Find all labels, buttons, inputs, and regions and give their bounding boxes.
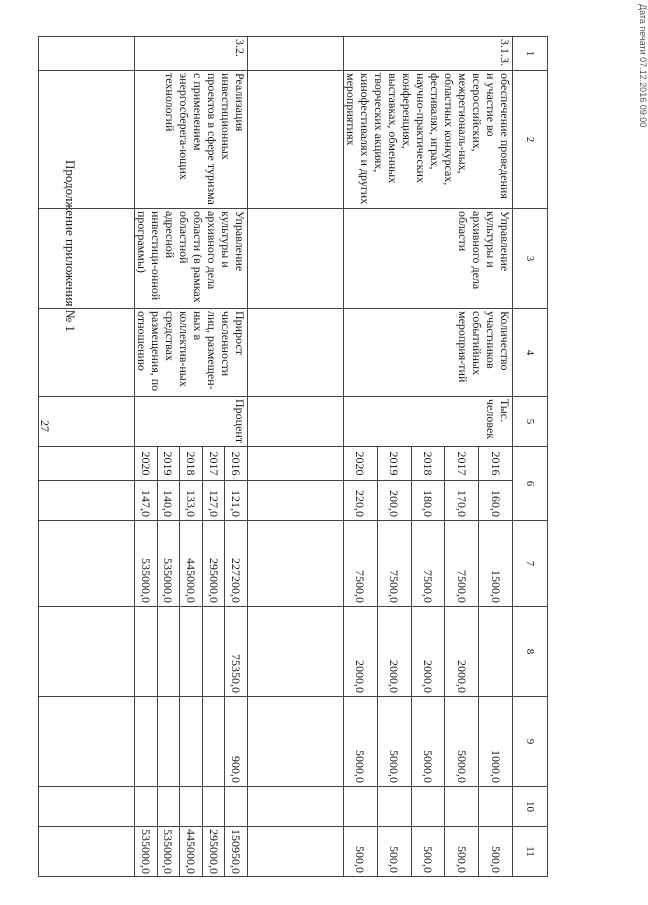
empty-cell xyxy=(39,697,135,787)
empty-cell xyxy=(39,209,135,309)
col-header: 9 xyxy=(513,697,548,787)
col-header: 2 xyxy=(513,71,548,209)
value-col6: 200,0 xyxy=(377,481,411,521)
value-col10 xyxy=(225,787,248,827)
table-row xyxy=(225,37,248,877)
indicator: Прирост численности лиц, размещен-ных в коллектив-ных средствах размещения, по отношению xyxy=(135,309,248,397)
value-col11: 500,0 xyxy=(377,827,411,877)
value-col10 xyxy=(344,787,378,827)
value-col8 xyxy=(180,607,203,697)
value-col9: 900,0 xyxy=(225,697,248,787)
event-description: обеспечение проведения и участие во всероссийских, межрегиональ-ных, областных конкурсах, фестивалях, играх, научно-практических конференциях, выставках, обменных творческих акциях, кинофестивалях и других мероприятиях xyxy=(344,71,513,209)
executor: Управление культуры и архивного дела области xyxy=(344,209,513,309)
program-table xyxy=(38,36,548,877)
value-col6: 180,0 xyxy=(411,481,445,521)
value-col11: 150950,0 xyxy=(225,827,248,877)
value-col6: 160,0 xyxy=(479,481,513,521)
empty-cell xyxy=(248,447,344,481)
value-col11: 445000,0 xyxy=(180,827,203,877)
row-code: 3.1.3. xyxy=(344,37,513,71)
value-col9: 1000,0 xyxy=(479,697,513,787)
col-header: 4 xyxy=(513,309,548,397)
empty-cell xyxy=(39,787,135,827)
value-col8 xyxy=(135,607,158,697)
value-col11: 535000,0 xyxy=(157,827,180,877)
unit: Тыс. человек xyxy=(344,397,513,447)
empty-cell xyxy=(39,37,135,71)
value-col11: 500,0 xyxy=(411,827,445,877)
empty-cell xyxy=(248,607,344,697)
year-cell: 2017 xyxy=(202,447,225,481)
value-col10 xyxy=(377,787,411,827)
value-col10 xyxy=(180,787,203,827)
col-header: 10 xyxy=(513,787,548,827)
empty-cell xyxy=(248,521,344,607)
empty-cell xyxy=(39,309,135,397)
value-col11: 500,0 xyxy=(479,827,513,877)
empty-cell xyxy=(39,71,135,209)
value-col8 xyxy=(157,607,180,697)
value-col11: 295000,0 xyxy=(202,827,225,877)
unit: Процент xyxy=(135,397,248,447)
table-row xyxy=(479,37,513,877)
value-col7: 7500,0 xyxy=(411,521,445,607)
col-header: 1 xyxy=(513,37,548,71)
value-col7: 535000,0 xyxy=(135,521,158,607)
year-cell: 2016 xyxy=(225,447,248,481)
value-col8: 75350,0 xyxy=(225,607,248,697)
value-col10 xyxy=(479,787,513,827)
value-col7: 535000,0 xyxy=(157,521,180,607)
print-date-stamp: Дата печати 07.12.2016 09:00 xyxy=(638,4,648,128)
value-col8 xyxy=(202,607,225,697)
empty-cell xyxy=(248,697,344,787)
value-col9 xyxy=(180,697,203,787)
value-col7: 295000,0 xyxy=(202,521,225,607)
col-header: 8 xyxy=(513,607,548,697)
year-cell: 2019 xyxy=(157,447,180,481)
col-header: 3 xyxy=(513,209,548,309)
value-col8: 2000,0 xyxy=(411,607,445,697)
row-code: 3.2. xyxy=(135,37,248,71)
indicator: Количество участников событийных мероприя-тий xyxy=(344,309,513,397)
row-spacer xyxy=(248,37,344,877)
empty-cell xyxy=(39,827,135,877)
empty-cell xyxy=(248,787,344,827)
row-spacer xyxy=(39,37,135,877)
value-col6: 121,0 xyxy=(225,481,248,521)
value-col7: 7500,0 xyxy=(377,521,411,607)
year-cell: 2020 xyxy=(344,447,378,481)
value-col7: 1500,0 xyxy=(479,521,513,607)
empty-cell xyxy=(39,521,135,607)
year-cell: 2016 xyxy=(479,447,513,481)
value-col9 xyxy=(202,697,225,787)
column-number-header xyxy=(513,37,548,877)
value-col8: 2000,0 xyxy=(377,607,411,697)
value-col9: 5000,0 xyxy=(411,697,445,787)
value-col6: 133,0 xyxy=(180,481,203,521)
empty-cell xyxy=(248,209,344,309)
continuation-title: Продолжение приложения № 1 xyxy=(63,160,78,332)
value-col11: 500,0 xyxy=(445,827,479,877)
year-cell: 2019 xyxy=(377,447,411,481)
year-cell: 2017 xyxy=(445,447,479,481)
value-col6: 170,0 xyxy=(445,481,479,521)
year-cell: 2018 xyxy=(180,447,203,481)
value-col10 xyxy=(411,787,445,827)
year-cell: 2018 xyxy=(411,447,445,481)
value-col10 xyxy=(445,787,479,827)
value-col11: 500,0 xyxy=(344,827,378,877)
col-header: 6 xyxy=(513,447,548,521)
col-header: 11 xyxy=(513,827,548,877)
value-col10 xyxy=(202,787,225,827)
value-col11: 535000,0 xyxy=(135,827,158,877)
value-col8: 2000,0 xyxy=(445,607,479,697)
empty-cell xyxy=(248,309,344,397)
event-description: Реализация инвестиционных проектов в сфере туризма с применением энергосберега-ющих технологий xyxy=(135,71,248,209)
value-col7: 445000,0 xyxy=(180,521,203,607)
value-col10 xyxy=(157,787,180,827)
value-col7: 7500,0 xyxy=(344,521,378,607)
page-number: 27 xyxy=(38,420,52,432)
empty-cell xyxy=(39,397,135,447)
col-header: 5 xyxy=(513,397,548,447)
year-cell: 2020 xyxy=(135,447,158,481)
value-col9: 5000,0 xyxy=(445,697,479,787)
empty-cell xyxy=(248,397,344,447)
empty-cell xyxy=(39,607,135,697)
value-col6: 220,0 xyxy=(344,481,378,521)
value-col6: 147,0 xyxy=(135,481,158,521)
value-col9 xyxy=(157,697,180,787)
value-col7: 227200,0 xyxy=(225,521,248,607)
empty-cell xyxy=(248,827,344,877)
value-col10 xyxy=(135,787,158,827)
value-col8 xyxy=(479,607,513,697)
executor: Управление культуры и архивного дела области (в рамках областной адресной инвестици-онной программы) xyxy=(135,209,248,309)
value-col6: 140,0 xyxy=(157,481,180,521)
empty-cell xyxy=(248,481,344,521)
value-col9 xyxy=(135,697,158,787)
value-col7: 7500,0 xyxy=(445,521,479,607)
value-col8: 2000,0 xyxy=(344,607,378,697)
empty-cell xyxy=(248,37,344,71)
col-header: 7 xyxy=(513,521,548,607)
empty-cell xyxy=(39,481,135,521)
empty-cell xyxy=(39,447,135,481)
value-col9: 5000,0 xyxy=(377,697,411,787)
value-col9: 5000,0 xyxy=(344,697,378,787)
empty-cell xyxy=(248,71,344,209)
value-col6: 127,0 xyxy=(202,481,225,521)
